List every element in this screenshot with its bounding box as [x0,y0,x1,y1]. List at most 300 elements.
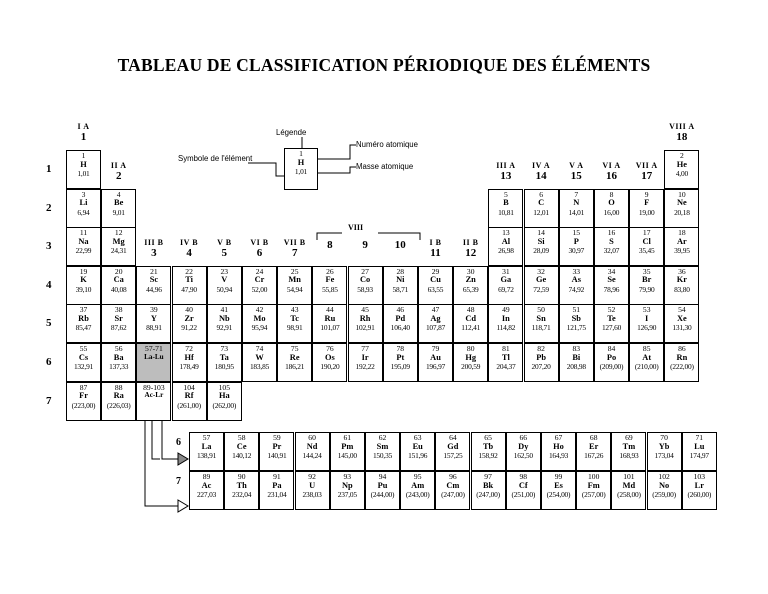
group-number-label: 9 [362,238,368,251]
element-cell-ag [418,304,453,343]
atomic-mass: (262,00) [212,400,237,410]
element-cell-he [664,150,699,189]
atomic-number: 27 [361,266,369,276]
atomic-mass: 92,91 [216,323,233,333]
actinide-cell-np [330,471,365,510]
element-symbol: V [221,275,228,285]
group-number-label: 11 [430,246,441,259]
atomic-number: 86 [678,344,686,353]
group-number-label: 8 [327,238,333,251]
element-cell-in [488,304,523,343]
atomic-mass: (251,00) [511,490,536,499]
atomic-mass: 95,94 [251,323,268,333]
element-cell-sb [559,304,594,343]
atomic-number: 5 [503,189,508,199]
atomic-number: 20 [114,266,123,276]
element-cell-br [629,266,664,305]
atomic-number: 89-103 [143,382,165,392]
element-cell-mo [242,304,277,343]
atomic-mass: 190,20 [320,362,340,371]
element-symbol: La-Lu [144,352,164,361]
atomic-number: 91 [273,472,281,481]
element-symbol: B [503,198,509,208]
atomic-mass: 112,41 [461,323,481,333]
element-symbol: Sc [149,275,159,285]
element-cell-y [136,304,171,343]
legend-example-number: 1 [299,149,303,158]
group-header-13 [488,162,523,182]
atomic-number: 71 [695,433,704,442]
atomic-number: 98 [519,472,528,481]
group-roman-label: IV B [180,237,199,247]
atomic-mass: 145,00 [337,451,357,460]
element-symbol: Hf [184,352,194,362]
actinide-cell-bk [471,471,506,510]
group-header-2 [101,162,136,182]
element-symbol: C [538,198,545,208]
element-symbol: Ha [218,391,230,401]
atomic-mass: 150,35 [372,451,393,460]
element-symbol: Ti [185,275,193,285]
group-roman-label: IV A [532,160,551,170]
atomic-number: 1 [81,151,86,160]
atomic-mass: 158,92 [478,451,498,460]
group-header-1 [66,123,101,143]
element-symbol: Es [554,480,563,490]
atomic-mass: 40,08 [110,284,127,294]
lanthanide-cell-ho [541,432,576,471]
actinide-cell-lr [682,471,717,510]
element-symbol: Sb [571,313,581,323]
group-number-label: 3 [151,246,157,259]
element-symbol: Cd [465,313,477,323]
atomic-mass: 114,82 [496,323,516,333]
group-roman-label: III A [496,160,516,170]
element-symbol: No [658,480,670,490]
atomic-mass: 178,49 [179,362,199,371]
atomic-mass: 12,01 [533,207,549,217]
atomic-mass: 28,09 [533,246,549,256]
atomic-number: 59 [273,433,281,442]
atomic-mass: 107,87 [425,323,446,333]
atomic-mass: 167,26 [584,451,604,460]
element-cell-n [559,189,594,228]
atomic-mass: 237,05 [337,490,357,499]
atomic-mass: 91,22 [181,323,197,333]
lanthanide-cell-eu [400,432,435,471]
group-header-11 [418,239,453,259]
element-cell-te [594,304,629,343]
element-cell-s [594,227,629,266]
element-cell-pt [383,343,418,382]
element-symbol: Rb [78,313,89,323]
atomic-number: 64 [449,433,457,442]
atomic-mass: 173,04 [654,451,674,460]
atomic-mass: 4,00 [675,169,688,178]
atomic-number: 35 [642,266,651,276]
atomic-mass: 39,95 [674,246,690,256]
atomic-number: 15 [572,228,581,238]
period-label-5: 5 [46,317,52,330]
atomic-number: 19 [79,266,88,276]
atomic-mass: (261,00) [177,400,201,410]
atomic-number: 54 [678,305,686,315]
element-symbol: Fr [79,391,88,401]
atomic-mass: 32,07 [603,246,620,256]
element-symbol: Xe [677,313,687,323]
element-symbol: Mn [288,275,301,285]
group-roman-label: VII A [635,160,658,170]
atomic-mass: (254,00) [546,490,571,499]
atomic-number: 26 [326,266,334,276]
element-symbol: Cm [446,480,460,490]
element-symbol: Rf [184,391,194,401]
element-symbol: Th [236,480,247,490]
element-cell-li [66,189,101,228]
atomic-mass: (257,00) [581,490,606,499]
atomic-mass: 69,72 [498,284,514,294]
atomic-mass: 52,00 [251,284,268,294]
period-label-1: 1 [46,163,52,175]
group-roman-label: III B [144,237,164,247]
element-cell-cs [66,343,101,382]
atomic-mass: 65,39 [462,284,479,294]
atomic-mass: 87,62 [110,323,127,333]
atomic-mass: 101,07 [320,323,340,333]
atomic-mass: 204,37 [496,362,516,371]
lanthanide-cell-tm [611,432,646,471]
element-cell-at [629,343,664,382]
element-symbol: P [573,236,579,246]
element-symbol: Fe [325,275,335,285]
group-header-18 [664,123,699,143]
period-label-4: 4 [46,278,52,291]
atomic-mass: 22,99 [75,246,92,256]
element-symbol: Ir [361,352,369,362]
atomic-mass: 16,00 [603,207,620,217]
atomic-number: 2 [679,151,684,160]
atomic-number: 18 [678,228,686,238]
atomic-mass: 168,93 [619,451,639,460]
element-cell-b [488,189,523,228]
element-cell-si [524,227,559,266]
group-number-label: 16 [606,169,617,182]
legend-heading: Légende [276,128,307,137]
element-cell-ti [172,266,207,305]
atomic-number: 89 [202,472,211,481]
period-label-6: 6 [46,356,52,368]
atomic-number: 46 [396,305,405,315]
element-symbol: He [676,159,687,169]
element-symbol: Br [642,275,652,285]
element-cell-na [66,227,101,266]
atomic-mass: (247,00) [476,490,500,499]
element-cell-os [312,343,347,382]
element-symbol: Dy [518,441,529,451]
atomic-number: 45 [361,305,369,315]
atomic-mass: 79,90 [638,284,655,294]
element-symbol: Ba [113,352,124,362]
atomic-mass: 180,95 [214,362,234,371]
actinide-cell-am [400,471,435,510]
atomic-number: 57 [202,433,211,442]
atomic-number: 41 [220,305,229,315]
atomic-number: 100 [587,472,600,481]
element-cell-ar [664,227,699,266]
atomic-number: 102 [658,472,670,481]
element-cell-as [559,266,594,305]
lanthanide-cell-lu [682,432,717,471]
atomic-mass: 121,75 [566,323,586,333]
element-symbol: Te [607,313,616,323]
actinide-cell-no [647,471,682,510]
element-cell-f [629,189,664,228]
legend-mass-label: Masse atomique [356,162,414,171]
group-number-label: 1 [80,131,87,143]
atomic-mass: (222,00) [670,362,694,371]
atomic-mass: (243,00) [405,490,430,499]
element-symbol: O [608,198,615,208]
actinide-cell-th [224,471,259,510]
element-symbol: Y [150,313,157,323]
group-number-label: 14 [535,169,547,182]
atomic-mass: 140,12 [232,451,252,460]
group-roman-label: II B [462,237,479,247]
lanthanide-cell-tb [471,432,506,471]
atomic-mass: 55,85 [322,284,338,294]
element-symbol: Ca [113,275,124,285]
atomic-mass: 131,30 [672,323,692,333]
atomic-number: 84 [607,344,616,353]
element-symbol: Pr [272,441,282,451]
atomic-number: 80 [466,344,475,353]
element-cell-se [594,266,629,305]
element-cell-cd [453,304,488,343]
element-symbol: Nb [218,313,230,323]
atomic-mass: 19,00 [638,207,655,217]
element-symbol: At [642,352,652,362]
atomic-mass: 44,96 [146,284,162,294]
atomic-mass: 174,97 [689,451,709,460]
group-number-label: 13 [500,169,512,182]
element-cell-mn [277,266,312,305]
atomic-mass: 9,01 [112,207,125,217]
atomic-number: 24 [255,266,264,276]
atomic-mass: 207,20 [531,362,551,371]
atomic-number: 4 [116,189,121,199]
element-symbol: Nd [306,441,318,451]
element-cell-rh [348,304,383,343]
atomic-number: 42 [255,305,264,315]
atomic-number: 49 [502,305,510,315]
atomic-mass: 138,91 [196,451,217,460]
atomic-number: 36 [678,266,686,276]
atomic-number: 56 [114,344,123,353]
element-cell-rn [664,343,699,382]
legend-number-label: Numéro atomique [356,140,418,149]
element-cell-rb [66,304,101,343]
atomic-mass: 83,80 [674,284,690,294]
atomic-mass: 39,10 [75,284,92,294]
atomic-mass: (258,00) [617,490,641,499]
atomic-mass: 144,24 [302,451,322,460]
group-number-label: 10 [394,238,406,251]
atomic-mass: 54,94 [286,284,303,294]
element-cell-ca [101,266,136,305]
atomic-number: 77 [361,344,369,353]
element-symbol: As [571,275,581,285]
atomic-number: 47 [431,305,440,315]
element-cell-hf [172,343,207,382]
atomic-mass: 200,59 [461,362,481,371]
atomic-number: 22 [185,266,193,276]
group-roman-label: VI B [250,237,269,247]
atomic-mass: (260,00) [687,490,712,499]
element-symbol: Er [589,441,599,451]
element-cell-bi [559,343,594,382]
actinide-cell-pa [259,471,294,510]
element-symbol: Ne [677,198,687,208]
element-symbol: In [501,313,510,323]
atomic-number: 11 [79,228,88,238]
element-cell-hg [453,343,488,382]
element-symbol: Sm [376,441,389,451]
atomic-number: 101 [623,472,635,481]
lanthanide-cell-pr [259,432,294,471]
group-header-5 [207,239,242,259]
atomic-number: 68 [589,433,598,442]
atomic-number: 38 [114,305,123,315]
atomic-number: 3 [81,189,86,199]
group-number-label: 6 [256,246,263,259]
element-cell-ru [312,304,347,343]
element-cell-co [348,266,383,305]
atomic-number: 76 [326,344,334,353]
element-cell-ir [348,343,383,382]
element-symbol: Pb [536,352,546,362]
atomic-number: 78 [396,344,405,353]
atomic-mass: 10,81 [498,207,514,217]
element-symbol: Pm [341,441,354,451]
atomic-number: 53 [642,305,651,315]
atomic-mass: 126,90 [637,323,657,333]
group-roman-label: I A [77,122,90,131]
atomic-number: 40 [185,305,193,315]
element-symbol: Gd [447,441,459,451]
atomic-mass: 78,96 [603,284,620,294]
atomic-mass: 106,40 [390,323,410,333]
atomic-number: 94 [378,472,387,481]
element-cell-p [559,227,594,266]
element-symbol: Zn [465,275,476,285]
atomic-number: 44 [326,305,334,315]
atomic-mass: 227,03 [196,490,217,499]
element-symbol: Ge [535,275,547,285]
element-symbol: Na [78,236,89,246]
period-label-2: 2 [46,201,52,214]
element-cell-po [594,343,629,382]
element-symbol: S [609,236,614,246]
atomic-mass: 24,31 [110,246,127,256]
atomic-mass: 98,91 [286,323,303,333]
atomic-mass: 72,59 [533,284,549,294]
atomic-mass: (210,00) [634,362,659,371]
atomic-number: 21 [150,266,158,276]
element-symbol: Tc [290,313,299,323]
atomic-mass: 162,50 [513,451,533,460]
group-roman-label: I B [429,237,442,247]
element-symbol: Ru [324,313,336,323]
atomic-mass: 26,98 [498,246,514,256]
atomic-mass: (223,00) [71,400,96,410]
atomic-number: 43 [290,305,299,315]
atomic-mass: 232,04 [232,490,252,499]
element-symbol: Mo [253,313,266,323]
element-symbol: Ce [236,441,247,451]
element-cell-ha [207,382,242,421]
element-symbol: Rh [359,313,371,323]
element-symbol: F [644,198,650,208]
legend-example-symbol: H [297,157,305,167]
atomic-mass: 192,22 [355,362,375,371]
element-symbol: Po [606,352,617,362]
element-symbol: Ac [201,480,212,490]
lanthanide-cell-ce [224,432,259,471]
atomic-number: 32 [537,266,545,276]
atomic-mass: 1,01 [77,169,90,178]
element-cell-tc [277,304,312,343]
lanthanide-cell-er [576,432,611,471]
atomic-number: 90 [237,472,246,481]
group-number-label: 18 [676,131,688,143]
element-symbol: Cu [430,275,441,285]
element-cell-sc [136,266,171,305]
group-header-16 [594,162,629,182]
atomic-mass: 6,94 [77,207,90,217]
atomic-mass: 231,04 [267,490,287,499]
atomic-number: 48 [466,305,475,315]
group-roman-label: V A [569,160,584,170]
group-number-label: 17 [641,169,653,182]
element-cell-pb [524,343,559,382]
atomic-number: 75 [290,344,299,353]
element-cell-ni [383,266,418,305]
element-cell-ga [488,266,523,305]
group-number-label: 15 [570,169,582,182]
group-header-14 [524,162,559,182]
page-title: TABLEAU DE CLASSIFICATION PÉRIODIQUE DES ÉLÉMENTS [117,55,651,75]
element-cell-rf [172,382,207,421]
atomic-number: 39 [150,305,158,315]
element-symbol: Md [622,480,636,490]
atomic-number: 55 [79,344,88,353]
atomic-mass: 157,25 [443,451,463,460]
atomic-mass: 238,03 [302,490,322,499]
group-header-6 [242,239,277,259]
atomic-number: 65 [484,433,492,442]
period-label-3: 3 [46,240,52,253]
legend-symbol-label: Symbole de l'élément [178,154,253,163]
element-cell-nb [207,304,242,343]
element-cell-w [242,343,277,382]
atomic-mass: 14,01 [568,207,585,217]
atomic-number: 93 [343,472,352,481]
group-number-label: 2 [115,169,122,182]
atomic-number: 17 [642,228,651,238]
atomic-number: 85 [642,344,651,353]
element-cell-xe [664,304,699,343]
atomic-number: 81 [502,344,510,353]
